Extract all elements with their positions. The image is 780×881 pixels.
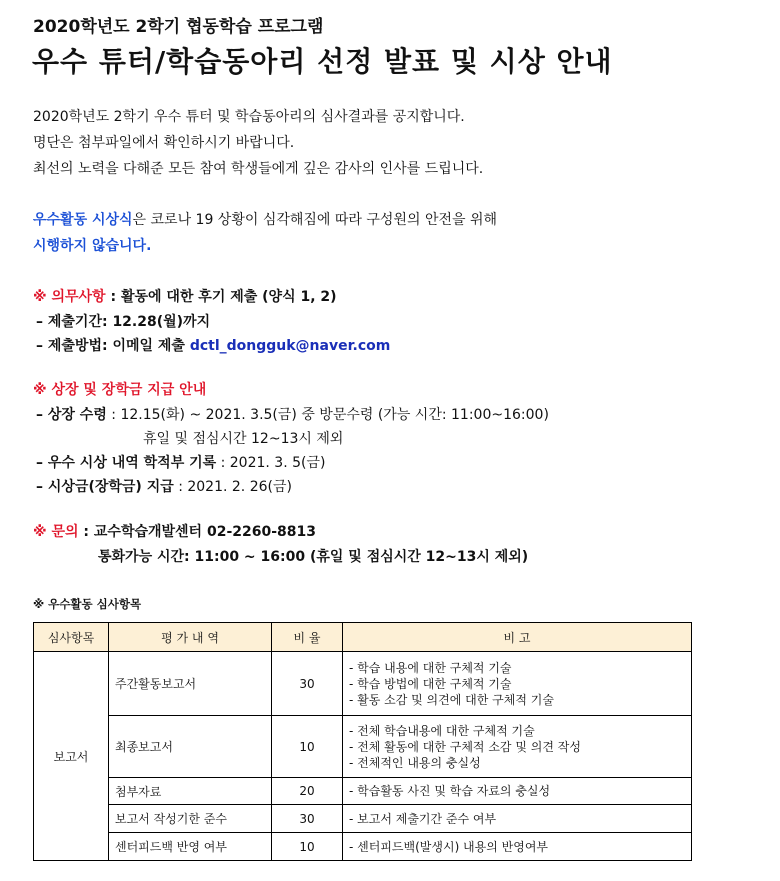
duty-text: : 활동에 대한 후기 제출 (양식 1, 2) xyxy=(105,289,337,305)
ratio-cell: 10 xyxy=(272,716,343,778)
contact-mark: ※ 문의 xyxy=(33,524,79,540)
program-subtitle: 2020학년도 2학기 협동학습 프로그램 xyxy=(33,17,324,37)
duty-mark: ※ 의무사항 xyxy=(33,289,106,305)
table-row xyxy=(34,652,692,716)
award-record xyxy=(36,451,325,475)
duty-method-label: – 제출방법: 이메일 제출 xyxy=(36,338,190,354)
page-title: 우수 튜터/학습동아리 선정 발표 및 시상 안내 xyxy=(32,45,613,78)
award-scholarship-text: : 2021. 2. 26(금) xyxy=(173,479,292,495)
header-ratio: 비 율 xyxy=(272,623,343,652)
category-cell: 보고서 xyxy=(34,652,109,861)
header-category: 심사항목 xyxy=(34,623,109,652)
note-cell xyxy=(343,716,692,778)
ratio-cell: 10 xyxy=(272,833,343,861)
note-line: - 보고서 제출기간 준수 여부 xyxy=(349,811,497,826)
item-cell: 첨부자료 xyxy=(109,778,272,805)
award-record-text: : 2021. 3. 5(금) xyxy=(216,455,326,471)
ceremony-highlight: 우수활동 시상식 xyxy=(33,212,133,228)
evaluation-table xyxy=(33,622,692,861)
note-line: - 전체적인 내용의 충실성 xyxy=(349,755,481,770)
duty-method xyxy=(36,334,390,358)
award-receive xyxy=(36,403,549,427)
note-cell xyxy=(343,778,692,805)
item-cell: 센터피드백 반영 여부 xyxy=(109,833,272,861)
ratio-cell: 30 xyxy=(272,652,343,716)
table-caption: ※ 우수활동 심사항목 xyxy=(33,597,142,611)
ceremony-line xyxy=(33,208,497,232)
note-line: - 학습활동 사진 및 학습 자료의 충실성 xyxy=(349,784,551,798)
table-row xyxy=(34,805,692,833)
ratio-cell: 30 xyxy=(272,805,343,833)
award-receive-note: 휴일 및 점심시간 12~13시 제외 xyxy=(143,431,344,447)
note-line: - 학습 방법에 대한 구체적 기술 xyxy=(349,676,512,691)
duty-heading xyxy=(33,285,337,309)
intro-line-1: 2020학년도 2학기 우수 튜터 및 학습동아리의 심사결과를 공지합니다. xyxy=(33,109,465,125)
intro-line-3: 최선의 노력을 다해준 모든 참여 학생들에게 깊은 감사의 인사를 드립니다. xyxy=(33,161,484,177)
table-row xyxy=(34,716,692,778)
ceremony-cancel: 시행하지 않습니다. xyxy=(33,238,152,254)
note-cell xyxy=(343,833,692,861)
contact-hours: 통화가능 시간: 11:00 ~ 16:00 (휴일 및 점심시간 12~13시 제외) xyxy=(98,549,529,565)
award-heading: ※ 상장 및 장학금 지급 안내 xyxy=(33,382,207,398)
note-line: - 활동 소감 및 의견에 대한 구체적 기술 xyxy=(349,692,554,707)
header-note: 비 고 xyxy=(343,623,692,652)
award-scholarship xyxy=(36,475,292,499)
award-scholarship-label: – 시상금(장학금) 지급 xyxy=(36,479,174,495)
table-row xyxy=(34,778,692,805)
item-cell: 최종보고서 xyxy=(109,716,272,778)
note-cell xyxy=(343,805,692,833)
contact-heading xyxy=(33,520,316,544)
item-cell: 주간활동보고서 xyxy=(109,652,272,716)
table-header-row xyxy=(34,623,692,652)
note-cell xyxy=(343,652,692,716)
note-line: - 전체 학습내용에 대한 구체적 기술 xyxy=(349,723,535,738)
award-record-label: – 우수 시상 내역 학적부 기록 xyxy=(36,455,217,471)
award-receive-text: : 12.15(화) ~ 2021. 3.5(금) 중 방문수령 (가능 시간: 11:00~16:00) xyxy=(106,407,549,423)
contact-text: : 교수학습개발센터 02-2260-8813 xyxy=(78,524,316,540)
note-line: - 학습 내용에 대한 구체적 기술 xyxy=(349,660,512,675)
note-line: - 센터피드백(발생시) 내용의 반영여부 xyxy=(349,839,549,854)
email-link[interactable]: dctl_dongguk@naver.com xyxy=(189,338,391,354)
ratio-cell: 20 xyxy=(272,778,343,805)
intro-line-2: 명단은 첨부파일에서 확인하시기 바랍니다. xyxy=(33,135,295,151)
award-receive-label: – 상장 수령 xyxy=(36,407,107,423)
note-line: - 전체 활동에 대한 구체적 소감 및 의견 작성 xyxy=(349,739,581,754)
header-item: 평 가 내 역 xyxy=(109,623,272,652)
duty-deadline: – 제출기간: 12.28(월)까지 xyxy=(36,314,211,330)
ceremony-text: 은 코로나 19 상황이 심각해짐에 따라 구성원의 안전을 위해 xyxy=(132,212,498,228)
item-cell: 보고서 작성기한 준수 xyxy=(109,805,272,833)
table-row xyxy=(34,833,692,861)
